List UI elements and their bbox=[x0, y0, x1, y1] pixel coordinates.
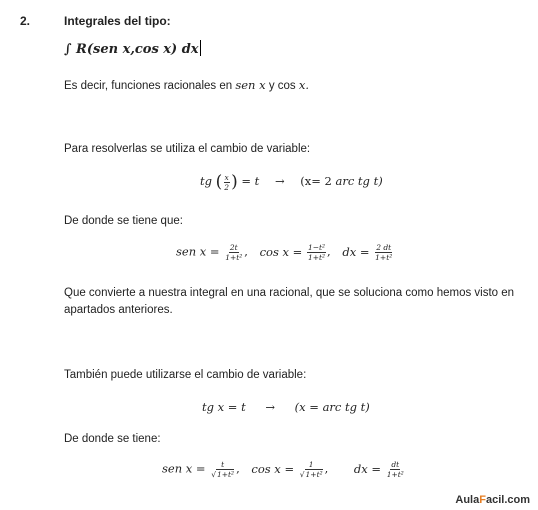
formulas-2 bbox=[162, 460, 406, 479]
f2-sen-fraction bbox=[210, 460, 235, 479]
paragraph-racional-line2: apartados anteriores. bbox=[64, 304, 173, 316]
f1-cos-num: 1−t² bbox=[307, 243, 326, 252]
sub1-note-rest: arc tg t) bbox=[335, 174, 383, 188]
paren-close: ) bbox=[231, 172, 238, 192]
f2-sep1: , bbox=[236, 461, 240, 476]
f1-sen-fraction bbox=[224, 243, 243, 262]
f2-cos-den: 1+t² bbox=[305, 470, 323, 479]
substitution-2 bbox=[202, 400, 370, 414]
sub2-lhs: tg x = t bbox=[202, 400, 246, 414]
sub2-note: (x = arc tg t) bbox=[294, 400, 370, 414]
paragraph-de-donde-2: De donde se tiene: bbox=[64, 433, 161, 445]
f2-sep2: , bbox=[324, 461, 329, 476]
f1-sen-den: 1+t² bbox=[225, 253, 243, 262]
intro-var-sen: sen x bbox=[235, 78, 266, 92]
f2-sen-label: sen x = bbox=[162, 461, 206, 476]
f1-dx-den: 1+t² bbox=[375, 253, 393, 262]
f2-cos-fraction bbox=[299, 460, 324, 479]
paragraph-tambien: También puede utilizarse el cambio de variable: bbox=[64, 369, 307, 381]
substitution-1 bbox=[200, 172, 383, 192]
f2-sen-num: t bbox=[221, 460, 225, 469]
aulafacil-watermark: AulaFacil.com bbox=[455, 494, 530, 506]
integral-text: ∫ R(sen x,cos x) dx bbox=[64, 42, 199, 57]
f2-cos-num: 1 bbox=[308, 460, 314, 469]
f1-cos-fraction bbox=[307, 243, 326, 262]
arrow-icon: → bbox=[274, 174, 285, 188]
sqrt-icon: √ bbox=[211, 470, 216, 479]
text-cursor bbox=[200, 40, 202, 56]
f2-dx-den: 1+t² bbox=[386, 470, 404, 479]
f1-cos-den: 1+t² bbox=[307, 253, 326, 262]
intro-var-x: x. bbox=[298, 78, 310, 92]
f1-dx-label: dx = bbox=[342, 244, 370, 259]
f1-sep2: , bbox=[327, 244, 331, 259]
integral-expression bbox=[64, 40, 201, 57]
sub1-frac-den: 2 bbox=[224, 182, 230, 192]
f1-sen-label: sen x = bbox=[176, 244, 220, 259]
paragraph-racional-line1: Que convierte a nuestra integral en una racional, que se soluciona como hemos visto en bbox=[64, 287, 515, 299]
f2-dx-label: dx = bbox=[353, 461, 382, 476]
paren-open: ( bbox=[215, 172, 223, 192]
f1-dx-fraction bbox=[374, 243, 393, 262]
arrow-icon-2: → bbox=[265, 400, 275, 414]
paragraph-de-donde-1: De donde se tiene que: bbox=[64, 215, 183, 227]
f1-sen-num: 2t bbox=[229, 243, 238, 252]
f2-dx-num: dt bbox=[391, 460, 400, 469]
paragraph-cambio: Para resolverlas se utiliza el cambio de variable: bbox=[64, 143, 311, 155]
f2-dx-fraction bbox=[386, 460, 405, 479]
sub1-lhs: tg bbox=[200, 174, 212, 188]
sqrt-icon-2: √ bbox=[299, 470, 305, 479]
sub1-frac-num: x bbox=[224, 172, 229, 182]
sub1-rhs: = t bbox=[241, 174, 260, 188]
intro-text: Es decir, funciones racionales en bbox=[64, 80, 233, 92]
f2-cos-label: cos x = bbox=[251, 461, 295, 476]
f1-cos-label: cos x = bbox=[259, 244, 303, 259]
f1-sep1: , bbox=[244, 244, 248, 259]
f2-sen-den: 1+t² bbox=[216, 470, 235, 479]
intro-paragraph bbox=[64, 77, 309, 95]
formulas-1 bbox=[176, 243, 394, 262]
section-title: Integrales del tipo: bbox=[64, 14, 171, 28]
f1-dx-num: 2 dt bbox=[376, 243, 392, 252]
section-number: 2. bbox=[20, 14, 31, 28]
intro-conj: y cos bbox=[268, 80, 296, 92]
sub1-fraction bbox=[223, 173, 230, 192]
sub1-note-open: (x= 2 bbox=[300, 174, 332, 188]
